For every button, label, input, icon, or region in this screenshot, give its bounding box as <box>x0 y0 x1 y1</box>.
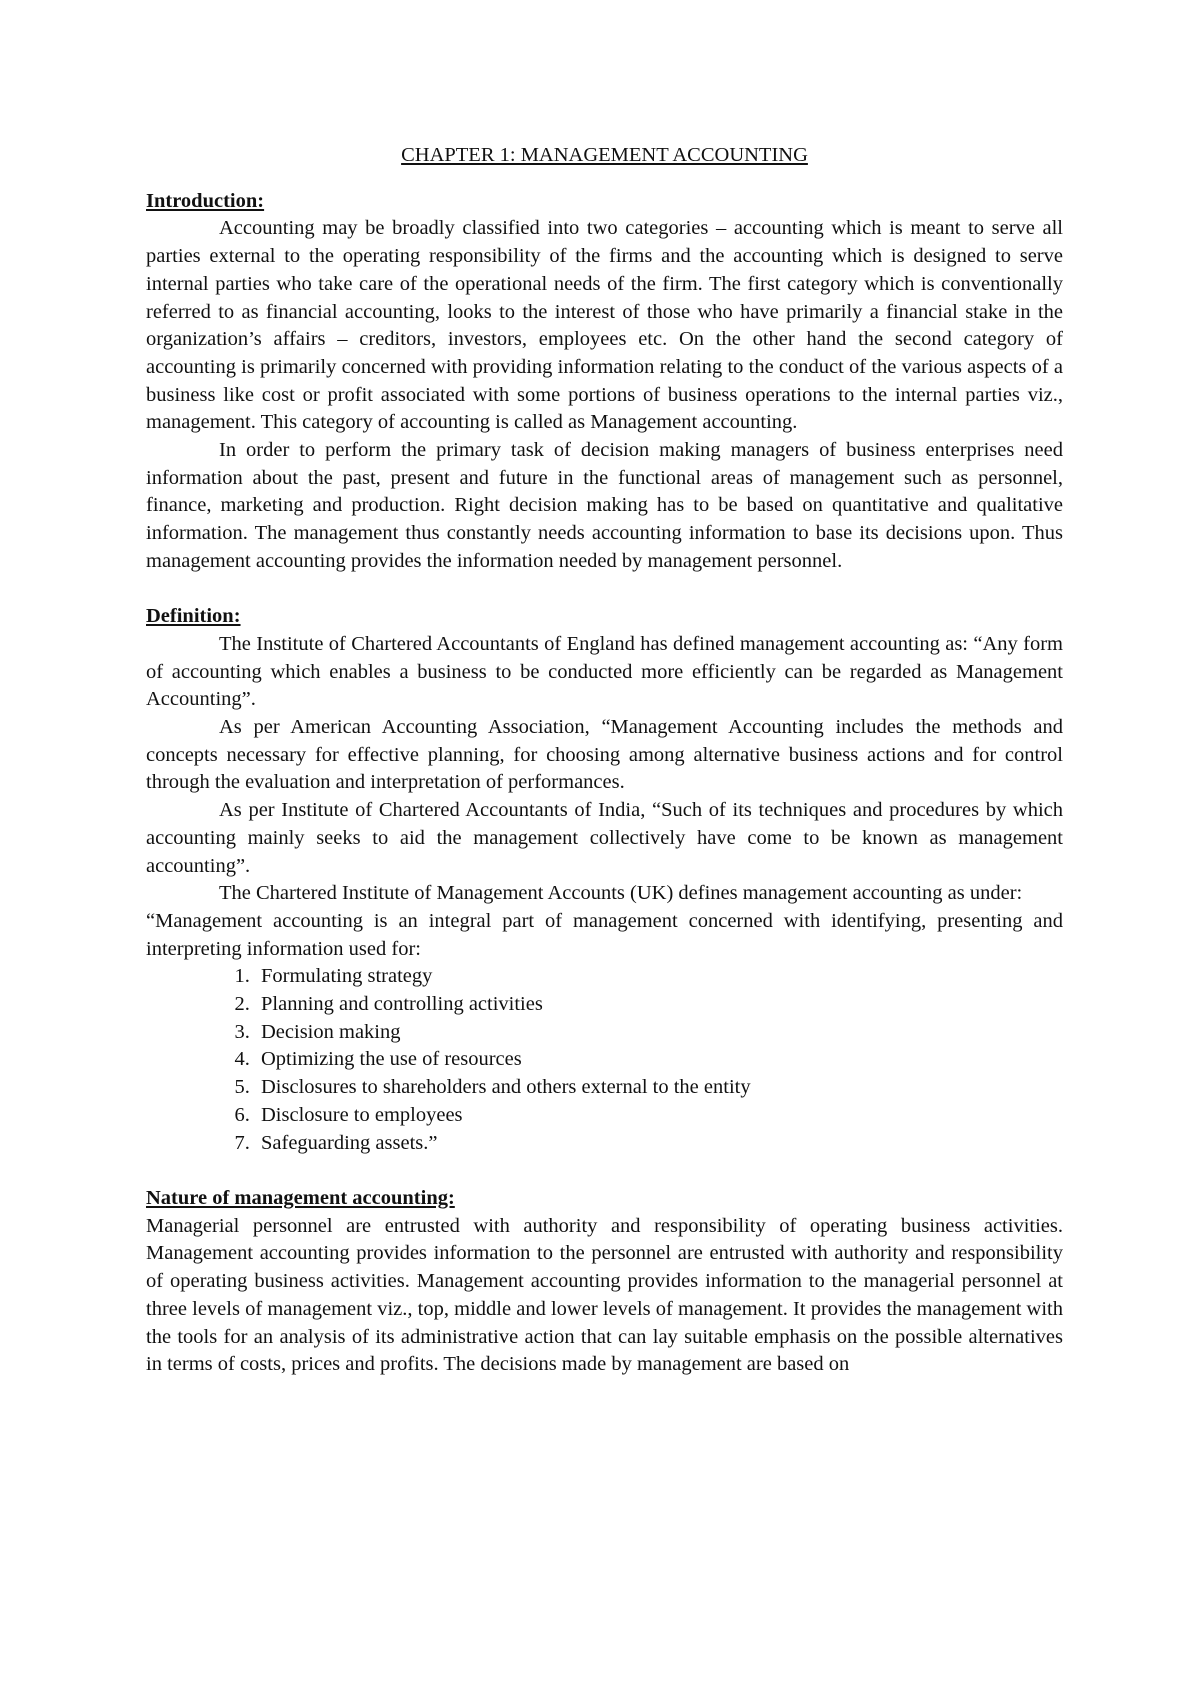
list-item: 4. Optimizing the use of resources <box>255 1046 1063 1074</box>
definition-paragraph-4: The Chartered Institute of Management Accounts (UK) defines management accounting as under: <box>219 882 1023 905</box>
introduction-heading: Introduction: <box>146 189 265 212</box>
list-item: 7. Safeguarding assets.” <box>255 1130 1063 1158</box>
list-item: 3. Decision making <box>255 1019 1063 1047</box>
list-item: 1. Formulating strategy <box>255 963 1063 991</box>
definition-list <box>146 963 1063 1157</box>
definition-paragraph-1: The Institute of Chartered Accountants of England has defined management accounting as: “Any form of accounting which enables a business to be conducted more efficiently can be regarded as Management Accounting”. <box>146 632 1063 711</box>
definition-paragraph-2: As per American Accounting Association, “Management Accounting includes the methods and concepts necessary for effective planning, for choosing among alternative business actions and for control through the evaluation and interpretation of performances. <box>146 716 1063 794</box>
introduction-paragraph-2: In order to perform the primary task of decision making managers of business enterprises need information about the past, present and future in the functional areas of management such as personnel, finance, marketing and production. Right decision making has to be based on quantitative and qualitative information. The management thus constantly needs accounting information to base its decisions upon. Thus management accounting provides the information needed by management personnel. <box>146 439 1063 572</box>
list-item: 5. Disclosures to shareholders and others external to the entity <box>255 1074 1063 1102</box>
document-page <box>146 142 1063 1379</box>
nature-paragraph: Managerial personnel are entrusted with authority and responsibility of operating business activities. Management accounting provides information to the personnel are entrusted with authority and responsibility of operating business activities. Management accounting provides information to the managerial personnel at three levels of management viz., top, middle and lower levels of management. It provides the management with the tools for an analysis of its administrative action that can lay suitable emphasis on the possible alternatives in terms of costs, prices and profits. The decisions made by management are based on <box>146 1214 1063 1376</box>
introduction-paragraph-1: Accounting may be broadly classified into two categories – accounting which is meant to serve all parties external to the operating responsibility of the firms and the accounting which is designed to serve internal parties who take care of the operational needs of the firm. The first category which is conventionally referred to as financial accounting, looks to the interest of those who have primarily a financial stake in the organization’s affairs – creditors, investors, employees etc. On the other hand the second category of accounting is primarily concerned with providing information relating to the conduct of the various aspects of a business like cost or profit associated with some portions of business operations to the internal parties viz., management. This category of accounting is called as Management accounting. <box>146 217 1063 434</box>
list-item: 6. Disclosure to employees <box>255 1102 1063 1130</box>
definition-heading: Definition: <box>146 605 241 628</box>
page-title: CHAPTER 1: MANAGEMENT ACCOUNTING <box>401 144 808 166</box>
definition-paragraph-3: As per Institute of Chartered Accountants of India, “Such of its techniques and procedures by which accounting mainly seeks to aid the management collectively have come to be known as management accounting”. <box>146 799 1063 877</box>
nature-heading: Nature of management accounting: <box>146 1186 455 1209</box>
list-item: 2. Planning and controlling activities <box>255 991 1063 1019</box>
definition-quote-intro: “Management accounting is an integral part of management concerned with identifying, presenting and interpreting information used for: <box>146 909 1063 960</box>
